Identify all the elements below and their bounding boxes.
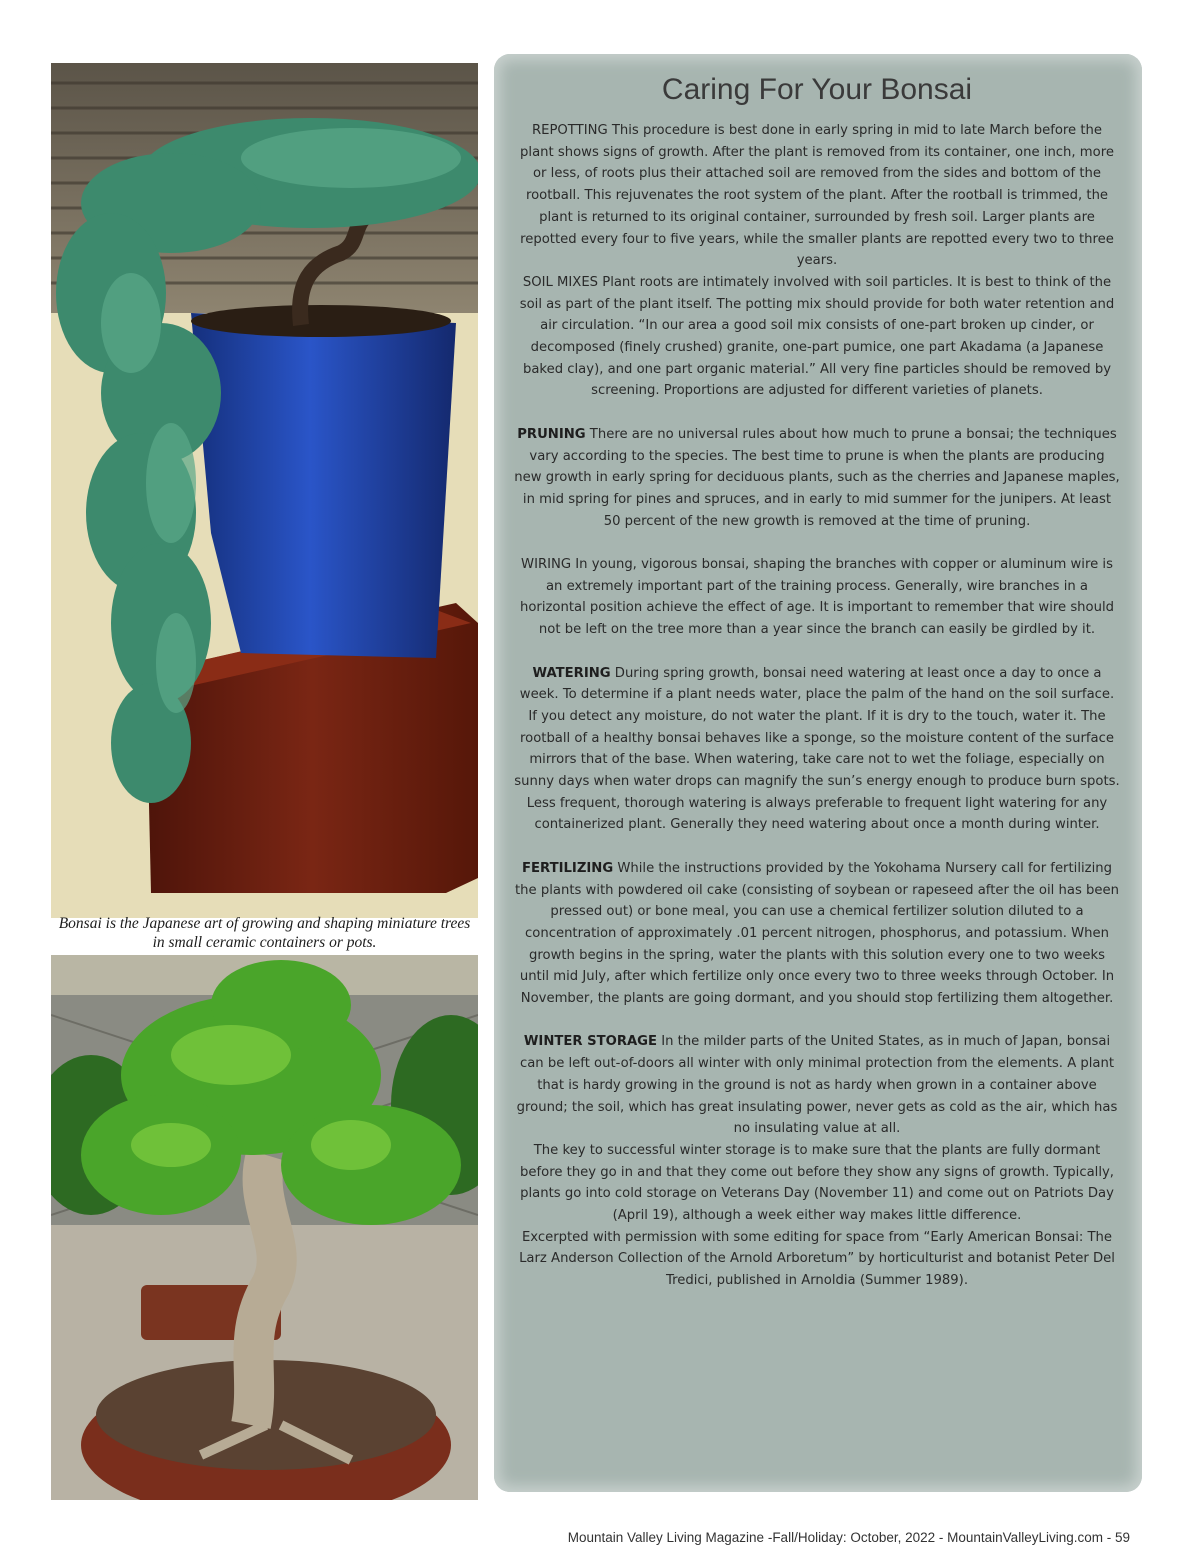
pruning-text: There are no universal rules about how much to prune a bonsai; the techniques vary according to the species. The best time to prune is when the plants are producing new growth in early spring for deciduous plants, such as the cherries and Japanese maples, in mid spring for pines and spruces, and in early to mid summer for the junipers. At least 50 percent of the new growth is removed at the time of pruning.	[514, 426, 1120, 529]
credit-paragraph: Excerpted with permission with some editing for space from “Early American Bonsai: The Larz Anderson Collection of the Arnold Arboretum” by horticulturist and botanist Peter Del Tredici, published in Arnoldia (Summer 1989).	[519, 1229, 1115, 1289]
repotting-paragraph: REPOTTING This procedure is best done in early spring in mid to late March before the plant shows signs of growth. After the plant is removed from its container, one inch, more or less, of roots plus their attached soil are removed from the sides and bottom of the rootball. This rejuvenates the root system of the plant. After the rootball is trimmed, the plant is returned to its original container, surrounded by fresh soil. Larger plants are repotted every four to five years, while the smaller plants are repotted every two to three years.	[520, 123, 1114, 269]
article-body	[514, 120, 1120, 1292]
watering-paragraph	[514, 663, 1120, 837]
page-footer: Mountain Valley Living Magazine -Fall/Holiday: October, 2022 - MountainValleyLiving.com - 59	[567, 1530, 1130, 1545]
watering-heading: WATERING	[532, 665, 611, 681]
pruning-paragraph	[514, 424, 1120, 533]
fertilizing-paragraph	[514, 858, 1120, 1010]
fertilizing-heading: FERTILIZING	[522, 860, 614, 876]
winter-storage-paragraph	[514, 1031, 1120, 1140]
winter-key-paragraph: The key to successful winter storage is to make sure that the plants are fully dormant before they go in and that they come out before they show any signs of growth. Typically, plants go into cold storage on Veterans Day (November 11) and come out on Patriots Day (April 19), although a week either way makes little difference.	[520, 1142, 1114, 1224]
photo-caption: Bonsai is the Japanese art of growing and shaping miniature trees in small ceramic containers or pots.	[58, 915, 471, 951]
winter-storage-heading: WINTER STORAGE	[523, 1034, 658, 1050]
fertilizing-text: While the instructions provided by the Yokohama Nursery call for fertilizing the plants with powdered oil cake (consisting of soybean or rapeseed after the oil has been pressed out) or bone meal, you can use a chemical fertilizer solution diluted to a concentration of approximately .01 percent nitrogen, phosphorus, and potassium. When growth begins in the spring, water the plants with this solution every one to two weeks until mid July, after which fertilize only once every two to three weeks through October. In November, the plants are going dormant, and you should stop fertilizing them altogether.	[515, 860, 1119, 1007]
maple-bonsai-photo	[51, 955, 478, 1500]
article-title: Caring For Your Bonsai	[661, 73, 973, 106]
pruning-heading: PRUNING	[517, 426, 586, 442]
watering-text: During spring growth, bonsai need watering at least once a day to once a week. To determine if a plant needs water, place the palm of the hand on the soil surface. If you detect any moisture, do not water the plant. If it is dry to the touch, water it. The rootball of a healthy bonsai behaves like a sponge, so the moisture content of the surface mirrors that of the base. When watering, take care not to wet the foliage, especially on sunny days when water drops can magnify the sun’s energy enough to produce burn spots. Less frequent, thorough watering is always preferable to frequent light watering for any containerized plant. Generally they need watering about once a month during winter.	[514, 665, 1120, 833]
article-panel	[494, 54, 1142, 1492]
wiring-paragraph: WIRING In young, vigorous bonsai, shaping the branches with copper or aluminum wire is an extremely important part of the training process. Generally, wire branches in a horizontal position achieve the effect of age. It is important to remember that wire should not be left on the tree more than a year since the branch can easily be girdled by it.	[519, 557, 1115, 638]
soil-mixes-paragraph: SOIL MIXES Plant roots are intimately involved with soil particles. It is best to think of the soil as part of the plant itself. The potting mix should provide for both water retention and air circulation. “In our area a good soil mix consists of one-part broken up cinder, or decomposed (finely crushed) granite, one-part pumice, one part Akadama (a Japanese baked clay), and one part organic material.” All very fine particles should be removed by screening. Proportions are adjusted for different varieties of planets.	[519, 274, 1115, 399]
cascade-bonsai-photo	[51, 63, 478, 918]
winter-storage-text: In the milder parts of the United States, as in much of Japan, bonsai can be left out-of-doors all winter with only minimal protection from the elements. A plant that is hardy growing in the ground is not as hardy when grown in a container above ground; the soil, which has great insulating power, never gets as cold as the air, which has no insulating value at all.	[516, 1034, 1118, 1137]
